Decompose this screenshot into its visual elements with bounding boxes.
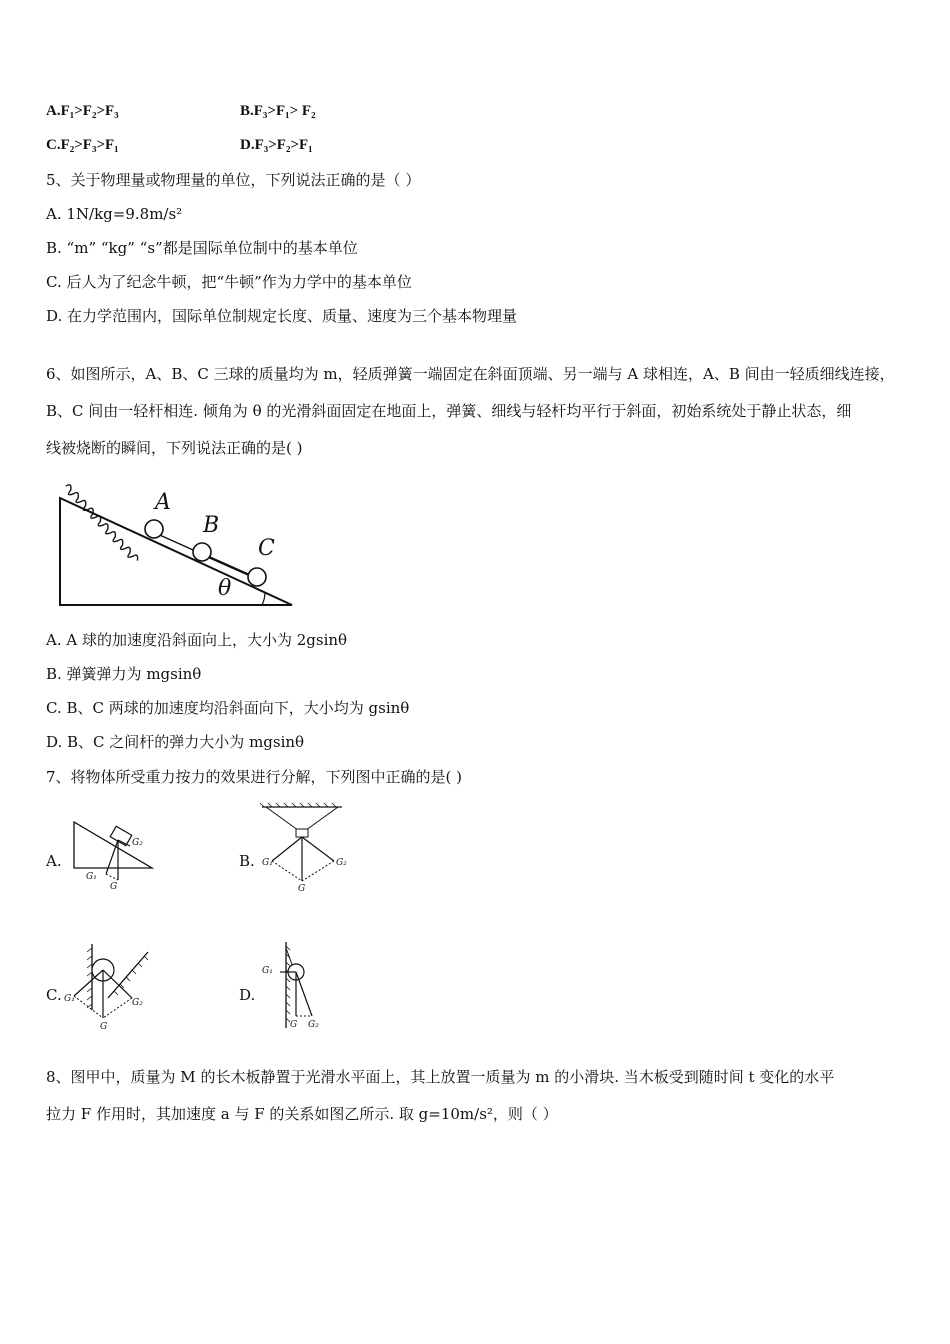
q7-a-g2: G₂ [132, 838, 143, 848]
q7-c-g: G [100, 1022, 108, 1032]
ball-c-label: C [258, 536, 275, 561]
q5-stem: 5、关于物理量或物理量的单位，下列说法正确的是（ ） [46, 171, 421, 189]
ball-b-label: B [203, 513, 220, 538]
q7-option-b-label[interactable]: B. [239, 852, 255, 870]
q4-option-b[interactable]: B.F₃>F₁> F₂ [240, 103, 316, 119]
q4-option-a[interactable]: A.F₁>F₂>F₃ [46, 103, 119, 119]
q4-option-c[interactable]: C.F₂>F₃>F₁ [46, 137, 119, 153]
q8-stem-line-1: 8、图甲中，质量为 M 的长木板静置于光滑水平面上，其上放置一质量为 m 的小滑块. 当木板受到随时间 t 变化的水平 [46, 1068, 835, 1086]
ball-a [145, 520, 163, 538]
ball-a-label: A [155, 490, 171, 515]
q7-stem: 7、将物体所受重力按力的效果进行分解，下列图中正确的是( ) [46, 768, 463, 786]
q7-b-g: G [298, 884, 306, 894]
q7-option-d-label[interactable]: D. [239, 986, 256, 1004]
ball-c [248, 568, 266, 586]
q5-option-d[interactable]: D. 在力学范围内，国际单位制规定长度、质量、速度为三个基本物理量 [46, 307, 518, 325]
q7-a-g: G [110, 882, 118, 892]
q7-c-g2: G₂ [132, 998, 143, 1008]
q7-option-c-label[interactable]: C. [46, 986, 62, 1004]
q4-option-d[interactable]: D.F₃>F₂>F₁ [240, 137, 313, 153]
q6-stem-line-1: 6、如图所示，A、B、C 三球的质量均为 m，轻质弹簧一端固定在斜面顶端、另一端与 A 球相连，A、B 间由一轻质细线连接， [46, 365, 895, 383]
q6-stem-line-2: B、C 间由一轻杆相连. 倾角为 θ 的光滑斜面固定在地面上，弹簧、细线与轻杆均平行于斜面，初始系统处于静止状态，细 [46, 402, 852, 420]
q5-option-c[interactable]: C. 后人为了纪念牛顿，把“牛顿”作为力学中的基本单位 [46, 273, 412, 291]
q7-d-g1: G₁ [262, 966, 273, 976]
q6-option-c[interactable]: C. B、C 两球的加速度均沿斜面向下，大小均为 gsinθ [46, 699, 410, 717]
q5-option-a[interactable]: A. 1N/kg=9.8m/s² [46, 205, 183, 223]
q5-option-b[interactable]: B. “m” “kg” “s”都是国际单位制中的基本单位 [46, 239, 358, 257]
q7-d-g2: G₂ [308, 1020, 319, 1030]
q7-b-g1: G₁ [262, 858, 273, 868]
q7-d-g: G [290, 1020, 298, 1030]
q6-option-a[interactable]: A. A 球的加速度沿斜面向上，大小为 2gsinθ [46, 631, 348, 649]
q7-b-g2: G₂ [336, 858, 347, 868]
q7-option-a-label[interactable]: A. [46, 852, 62, 870]
q7-a-g1: G₁ [86, 872, 97, 882]
spring-coil [50, 484, 154, 561]
ball-b [193, 543, 211, 561]
angle-theta-label: θ [218, 576, 232, 601]
q7-c-g1: G₁ [64, 994, 75, 1004]
q6-stem-line-3: 线被烧断的瞬间，下列说法正确的是( ) [46, 439, 303, 457]
q4-option-row-2 [46, 137, 313, 154]
q7-diagram-c [62, 940, 162, 1035]
q6-option-d[interactable]: D. B、C 之间杆的弹力大小为 mgsinθ [46, 733, 305, 751]
q4-option-row-1 [46, 103, 316, 120]
q6-option-b[interactable]: B. 弹簧弹力为 mgsinθ [46, 665, 202, 683]
angle-arc [262, 593, 265, 605]
q8-stem-line-2: 拉力 F 作用时，其加速度 a 与 F 的关系如图乙所示. 取 g=10m/s²，则（ ） [46, 1105, 558, 1123]
